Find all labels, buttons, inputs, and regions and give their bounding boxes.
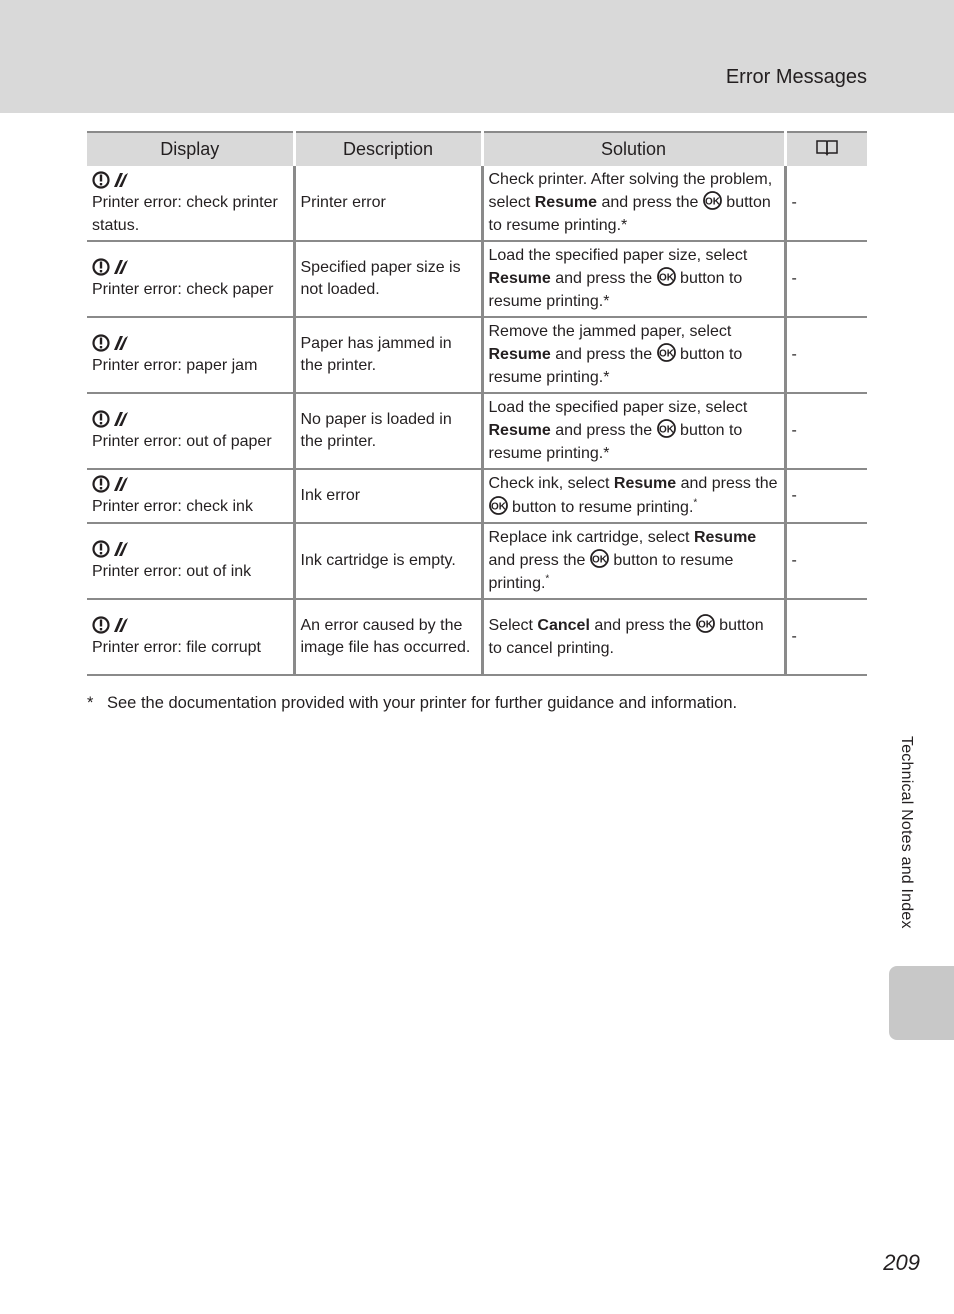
display-message: Printer error: check ink bbox=[92, 498, 253, 516]
solution-cell: Load the specified paper size, select Resume and press the OK button to resume printing.* bbox=[482, 393, 785, 469]
ok-button-icon bbox=[703, 191, 722, 210]
reference-cell: - bbox=[785, 393, 867, 469]
svg-text:OK: OK bbox=[704, 196, 720, 208]
description-cell: An error caused by the image file has occurred. bbox=[294, 599, 482, 675]
footnote-text: See the documentation provided with your printer for further guidance and information. bbox=[107, 694, 738, 712]
ok-button-icon bbox=[657, 343, 676, 362]
solution-cell: Load the specified paper size, select Resume and press the OK button to resume printing.* bbox=[482, 241, 785, 317]
svg-text:OK: OK bbox=[697, 619, 713, 631]
ok-button-icon bbox=[590, 549, 609, 568]
header-band bbox=[0, 0, 954, 113]
printer-error-icon bbox=[92, 473, 288, 495]
display-cell bbox=[87, 241, 294, 317]
display-cell bbox=[87, 469, 294, 523]
description-cell: Specified paper size is not loaded. bbox=[294, 241, 482, 317]
description-cell: Ink error bbox=[294, 469, 482, 523]
display-message: Printer error: check paper bbox=[92, 281, 274, 299]
display-message: Printer error: file corrupt bbox=[92, 639, 261, 657]
display-cell bbox=[87, 166, 294, 241]
svg-text:OK: OK bbox=[658, 272, 674, 284]
header-display: Display bbox=[87, 132, 294, 166]
table-row bbox=[87, 166, 867, 241]
ok-button-icon bbox=[489, 496, 508, 515]
page-number: 209 bbox=[883, 1250, 920, 1275]
header-reference bbox=[785, 132, 867, 166]
reference-cell: - bbox=[785, 241, 867, 317]
svg-text:OK: OK bbox=[490, 500, 506, 512]
header-description: Description bbox=[294, 132, 482, 166]
display-cell bbox=[87, 393, 294, 469]
table-row bbox=[87, 241, 867, 317]
solution-cell: Replace ink cartridge, select Resume and press the OK button to resume printing.* bbox=[482, 523, 785, 599]
footnote bbox=[87, 694, 867, 713]
footnote-marker: * bbox=[87, 694, 94, 712]
printer-error-icon bbox=[92, 538, 288, 560]
display-message: Printer error: out of paper bbox=[92, 433, 272, 451]
solution-cell: Check ink, select Resume and press the OK button to resume printing.* bbox=[482, 469, 785, 523]
side-tab-label: Technical Notes and Index bbox=[898, 736, 915, 929]
reference-cell: - bbox=[785, 317, 867, 393]
table-row bbox=[87, 523, 867, 599]
solution-cell: Select Cancel and press the OK button to cancel printing. bbox=[482, 599, 785, 675]
side-tab[interactable] bbox=[889, 966, 954, 1040]
ok-button-icon bbox=[657, 419, 676, 438]
book-icon bbox=[815, 138, 839, 162]
display-message: Printer error: out of ink bbox=[92, 563, 252, 581]
solution-cell: Check printer. After solving the problem, select Resume and press the OK button to resume printing.* bbox=[482, 166, 785, 241]
printer-error-icon bbox=[92, 614, 288, 636]
description-cell: Paper has jammed in the printer. bbox=[294, 317, 482, 393]
printer-error-icon bbox=[92, 256, 288, 278]
svg-text:OK: OK bbox=[658, 424, 674, 436]
display-cell bbox=[87, 523, 294, 599]
display-cell bbox=[87, 599, 294, 675]
reference-cell: - bbox=[785, 599, 867, 675]
svg-text:OK: OK bbox=[591, 554, 607, 566]
printer-error-icon bbox=[92, 332, 288, 354]
error-messages-table bbox=[87, 131, 867, 676]
printer-error-icon bbox=[92, 169, 288, 191]
display-cell bbox=[87, 317, 294, 393]
solution-cell: Remove the jammed paper, select Resume and press the OK button to resume printing.* bbox=[482, 317, 785, 393]
reference-cell: - bbox=[785, 469, 867, 523]
reference-cell: - bbox=[785, 523, 867, 599]
svg-text:OK: OK bbox=[658, 348, 674, 360]
description-cell: Ink cartridge is empty. bbox=[294, 523, 482, 599]
display-message: Printer error: paper jam bbox=[92, 357, 258, 375]
section-title: Error Messages bbox=[725, 66, 867, 88]
table-header-row bbox=[87, 132, 867, 166]
reference-cell: - bbox=[785, 166, 867, 241]
description-cell: No paper is loaded in the printer. bbox=[294, 393, 482, 469]
table-row bbox=[87, 317, 867, 393]
description-cell: Printer error bbox=[294, 166, 482, 241]
table-row bbox=[87, 393, 867, 469]
table-row bbox=[87, 469, 867, 523]
header-solution: Solution bbox=[482, 132, 785, 166]
ok-button-icon bbox=[696, 614, 715, 633]
display-message: Printer error: check printer status. bbox=[92, 194, 278, 234]
ok-button-icon bbox=[657, 267, 676, 286]
table-row bbox=[87, 599, 867, 675]
printer-error-icon bbox=[92, 408, 288, 430]
